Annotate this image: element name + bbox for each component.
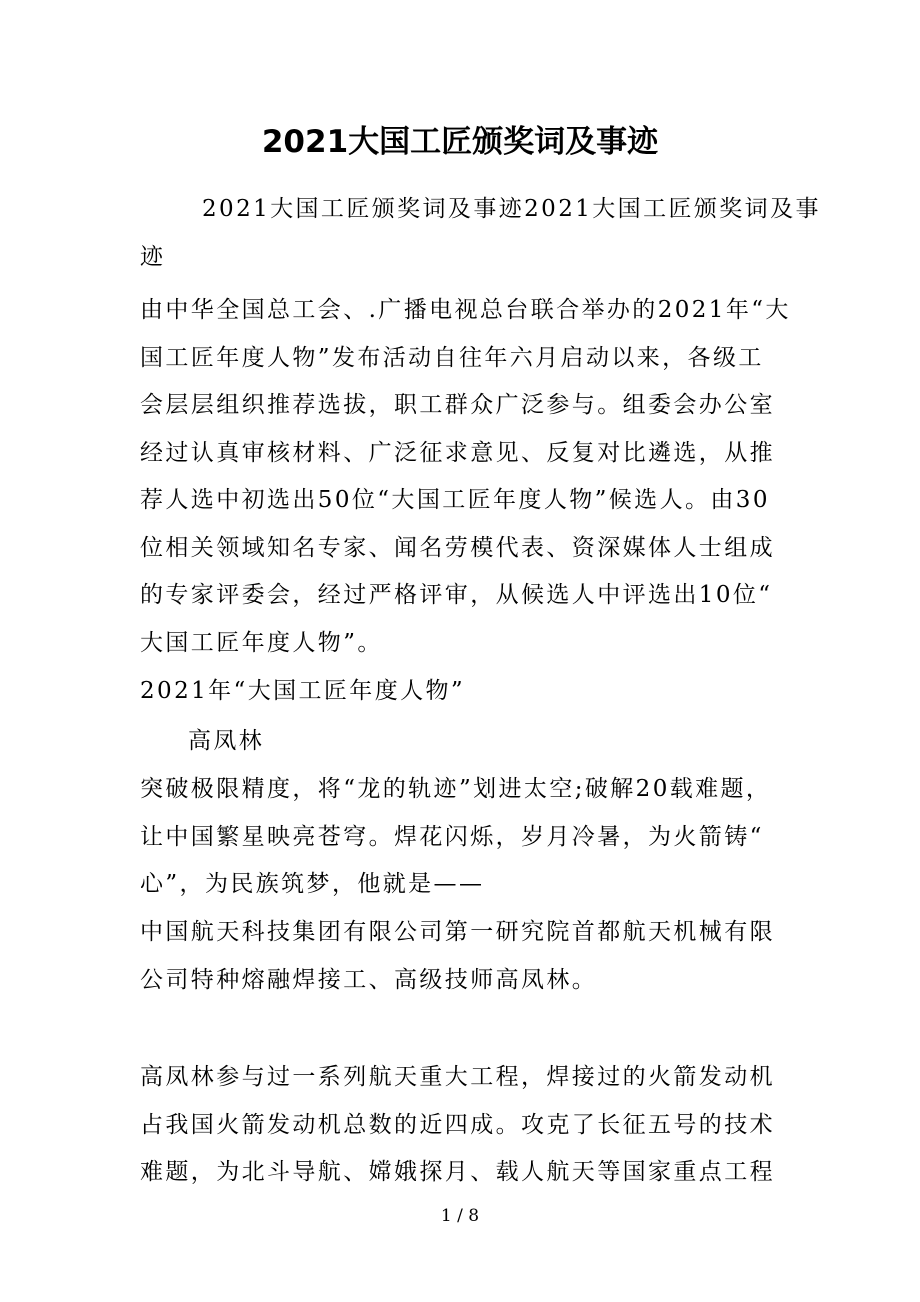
text-line: 经过认真审核材料、广泛征求意见、反复对比遴选，从推 — [140, 439, 775, 466]
text-line: 难题，为北斗导航、嫦娥探月、载人航天等国家重点工程 — [140, 1159, 775, 1185]
document-title: 2021大国工匠颁奖词及事迹 — [261, 124, 659, 160]
text-line: 高凤林参与过一系列航天重大工程，焊接过的火箭发动机 — [140, 1064, 775, 1090]
text-line: 让中国繁星映亮苍穹。焊花闪烁，岁月冷暑，为火箭铸“ — [140, 823, 764, 850]
text-line: 大国工匠年度人物”。 — [140, 629, 383, 656]
section-heading — [140, 668, 780, 716]
text-line: 迹 — [140, 243, 166, 270]
paragraph-1 — [140, 287, 791, 667]
person-name — [140, 718, 780, 766]
text-line: 2021大国工匠颁奖词及事迹2021大国工匠颁奖词及事 — [202, 196, 821, 222]
text-line: 国工匠年度人物”发布活动自往年六月启动以来，各级工 — [140, 344, 764, 371]
text-line: 荐人选中初选出50位“大国工匠年度人物”候选人。由30 — [140, 487, 770, 513]
text-line: 的专家评委会，经过严格评审，从候选人中评选出10位“ — [140, 582, 773, 608]
award-citation — [140, 766, 780, 909]
page-number: 1 / 8 — [440, 1206, 480, 1226]
text-line: 位相关领域知名专家、闻名劳模代表、资深媒体人士组成 — [140, 534, 775, 561]
text-line: 公司特种熔融焊接工、高级技师高凤林。 — [140, 966, 598, 993]
text-line: 占我国火箭发动机总数的近四成。攻克了长征五号的技术 — [140, 1111, 775, 1138]
text-line: 心”，为民族筑梦，他就是—— — [140, 871, 485, 897]
text-line: 突破极限精度，将“龙的轨迹”划进太空;破解20载难题， — [140, 776, 772, 802]
person-name-text: 高凤林 — [188, 728, 265, 754]
affiliation — [140, 909, 780, 1004]
text-line: 由中华全国总工会、.广播电视总台联合举办的2021年“大 — [140, 297, 791, 323]
story-paragraph — [140, 1054, 780, 1197]
intro-paragraph — [140, 186, 821, 281]
text-line: 会层层组织推荐选拔，职工群众广泛参与。组委会办公室 — [140, 392, 775, 418]
text-line: 中国航天科技集团有限公司第一研究院首都航天机械有限 — [140, 919, 775, 945]
section-heading-text: 2021年“大国工匠年度人物” — [140, 678, 466, 704]
